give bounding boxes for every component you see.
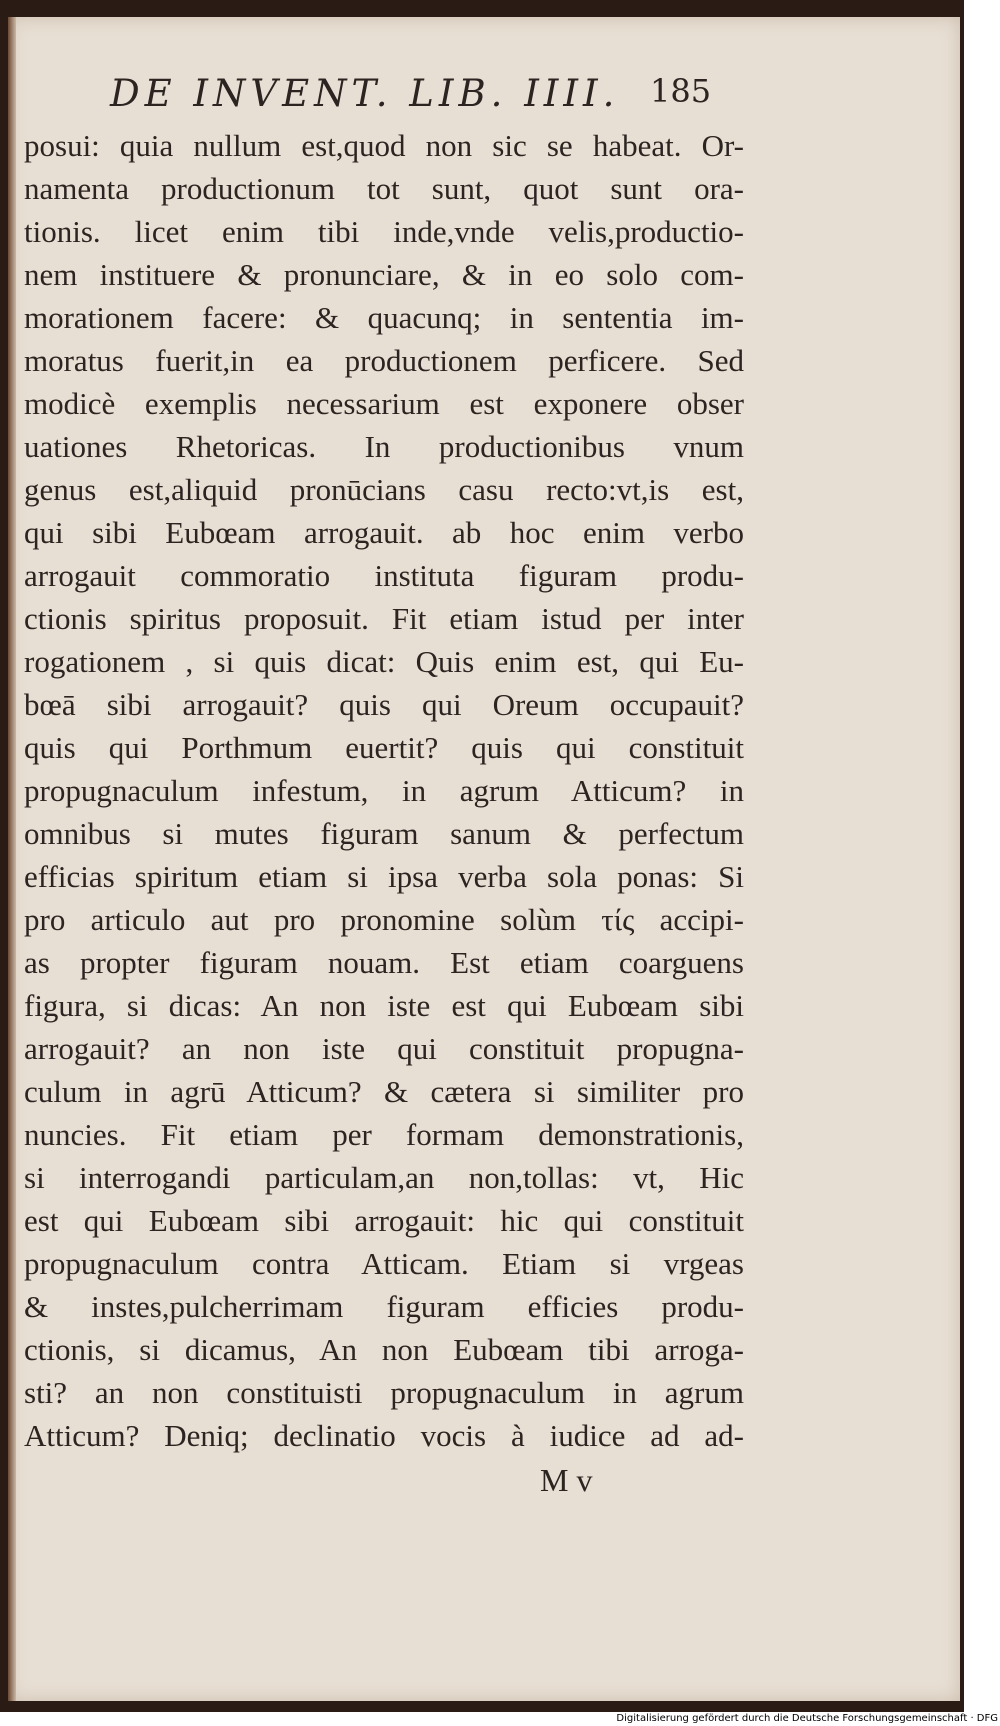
text-line: posui: quia nullum est,quod non sic se habeat. Or- bbox=[24, 128, 744, 163]
running-title: DE INVENT. LIB. IIII. bbox=[110, 72, 620, 115]
text-line: arrogauit commoratio instituta figuram produ- bbox=[24, 558, 744, 593]
text-line: figura, si dicas: An non iste est qui Eubœam sibi bbox=[24, 988, 744, 1023]
text-line: arrogauit? an non iste qui constituit propugna- bbox=[24, 1031, 744, 1066]
text-line: pro articulo aut pro pronomine solùm τίς accipi- bbox=[24, 902, 744, 937]
text-line: propugnaculum infestum, in agrum Atticum? in bbox=[24, 773, 744, 808]
text-line: modicè exemplis necessarium est exponere obser bbox=[24, 386, 744, 421]
text-line: quis qui Porthmum euertit? quis qui constituit bbox=[24, 730, 744, 765]
text-line: ctionis spiritus proposuit. Fit etiam istud per inter bbox=[24, 601, 744, 636]
text-line: namenta productionum tot sunt, quot sunt ora- bbox=[24, 171, 744, 206]
text-line: si interrogandi particulam,an non,tollas: vt, Hic bbox=[24, 1160, 744, 1195]
text-line: nem instituere & pronunciare, & in eo solo com- bbox=[24, 257, 744, 292]
text-line: sti? an non constituisti propugnaculum in agrum bbox=[24, 1375, 744, 1410]
digitization-credit: Digitalisierung gefördert durch die Deutsche Forschungsgemeinschaft · DFG bbox=[616, 1713, 998, 1724]
text-line: as propter figuram nouam. Est etiam coarguens bbox=[24, 945, 744, 980]
text-line: tionis. licet enim tibi inde,vnde velis,productio- bbox=[24, 214, 744, 249]
text-line: rogationem , si quis dicat: Quis enim est, qui Eu- bbox=[24, 644, 744, 679]
text-line: culum in agrū Atticum? & cætera si similiter pro bbox=[24, 1074, 744, 1109]
text-line: efficias spiritum etiam si ipsa verba sola ponas: Si bbox=[24, 859, 744, 894]
text-line: qui sibi Eubœam arrogauit. ab hoc enim verbo bbox=[24, 515, 744, 550]
body-text bbox=[24, 124, 744, 1457]
text-line: Atticum? Deniq; declinatio vocis à iudice ad ad- bbox=[24, 1418, 744, 1453]
text-line: nuncies. Fit etiam per formam demonstrationis, bbox=[24, 1117, 744, 1152]
text-line: morationem facere: & quacunq; in sententia im- bbox=[24, 300, 744, 335]
text-line: genus est,aliquid pronūcians casu recto:vt,is est, bbox=[24, 472, 744, 507]
text-line: ctionis, si dicamus, An non Eubœam tibi arroga- bbox=[24, 1332, 744, 1367]
page-gutter-shadow bbox=[8, 17, 16, 1701]
text-line: uationes Rhetoricas. In productionibus vnum bbox=[24, 429, 744, 464]
text-line: est qui Eubœam sibi arrogauit: hic qui constituit bbox=[24, 1203, 744, 1238]
text-line: propugnaculum contra Atticam. Etiam si vrgeas bbox=[24, 1246, 744, 1281]
text-line: bœā sibi arrogauit? quis qui Oreum occupauit? bbox=[24, 687, 744, 722]
text-line: moratus fuerit,in ea productionem perficere. Sed bbox=[24, 343, 744, 378]
text-line: omnibus si mutes figuram sanum & perfectum bbox=[24, 816, 744, 851]
page-number: 185 bbox=[650, 72, 712, 110]
signature-mark: M v bbox=[540, 1462, 593, 1498]
text-line: & instes,pulcherrimam figuram efficies produ- bbox=[24, 1289, 744, 1324]
